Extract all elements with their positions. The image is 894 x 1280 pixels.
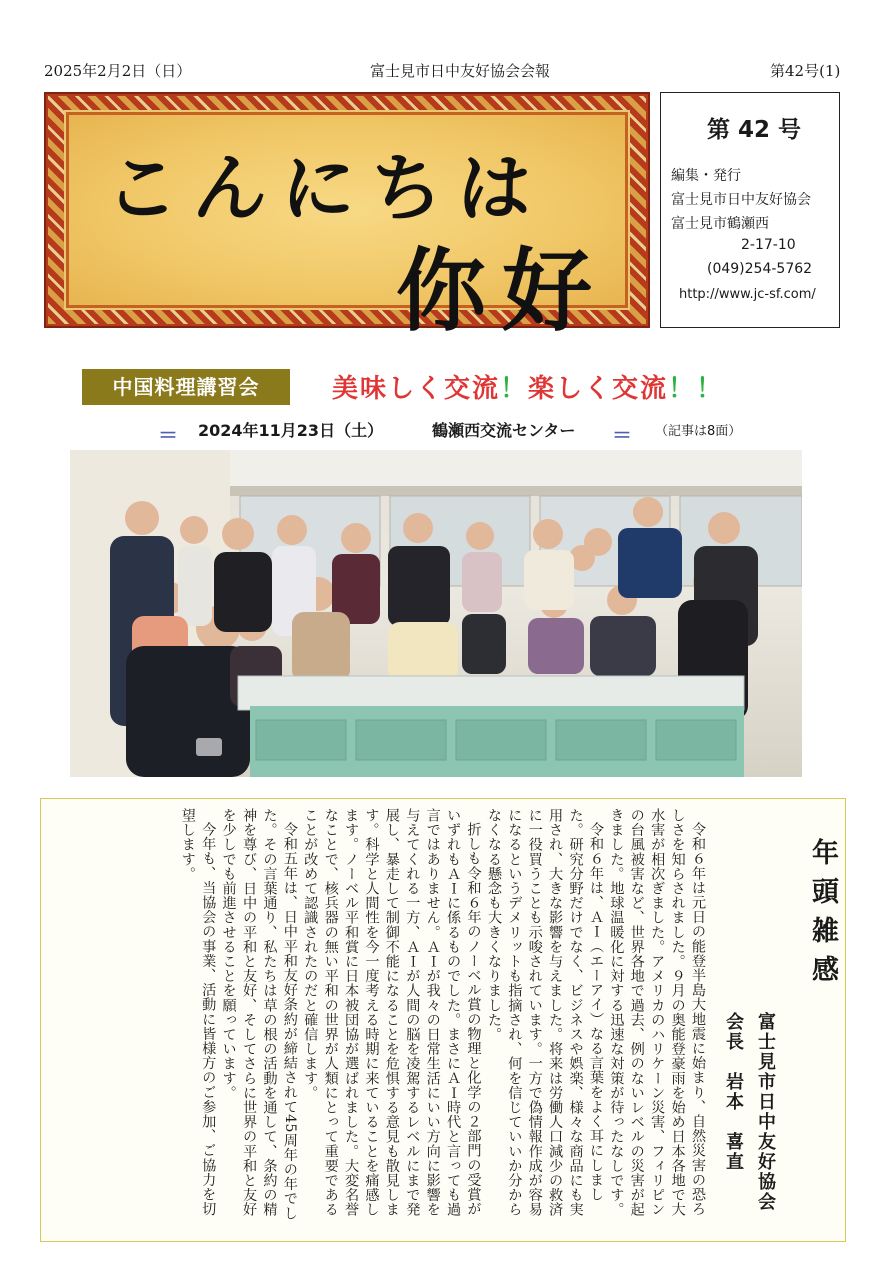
article-paragraph: 令和五年は、日中平和友好条約が締結されて45周年の年でした。その言葉通り、私たちは草の根の活動を通して、条約の精神を尊び、日中の平和と友好、そしてさらに世界の平和と友好を少しでも前進させることを願っています。 <box>220 808 298 1221</box>
event-slogan <box>332 368 724 405</box>
article-org: 富士見市日中友好協会 <box>755 1012 776 1212</box>
event-date: 2024年11月23日（土） <box>198 421 384 440</box>
masthead-banner <box>44 92 650 344</box>
dash-right: ＝ <box>612 423 632 447</box>
publisher-name: 富士見市日中友好協会 <box>671 192 811 208</box>
article-title: 年頭雑感 <box>807 838 838 994</box>
masthead-title-japanese: こんにちは <box>102 146 549 232</box>
masthead-title-chinese: 你好 <box>396 238 608 344</box>
slogan-part-a: 美味しく交流 <box>332 374 501 404</box>
event-tag: 中国料理講習会 <box>82 369 290 405</box>
masthead-panel <box>64 110 630 344</box>
phone-number: (049)254-5762 <box>707 261 813 277</box>
slogan-part-b: ！ <box>500 374 529 404</box>
header-publication: 富士見市日中友好協会会報 <box>370 62 551 80</box>
issue-info-box <box>660 92 840 328</box>
header-date: 2025年2月2日（日） <box>44 62 192 80</box>
event-place: 鶴瀬西交流センター <box>432 421 576 440</box>
article-paragraph: 折しも令和６年のノーベル賞の物理と化学の２部門の受賞がいずれもＡＩに係るものでした。まさにＡＩ時代と言っても過言ではありません。ＡＩが我々の日常生活にいい方向に影響を与えてくれる一方、ＡＩが人間の脳を凌駕するレベルにまで発展し、暴走して制御不能になることを危惧する意見も散見します。科学と人間性を今一度考える時期に来ていることを痛感します。ノーベル平和賞に日本被団協が選ばれました。大変名誉なことで、核兵器の無い平和の世界が人類にとって重要であることが改めて認識されたのだと確信します。 <box>302 808 482 1217</box>
event-note: （記事は8面） <box>655 424 742 439</box>
article-body <box>56 808 708 1228</box>
article-author: 会長 岩本 喜直 <box>723 1012 744 1172</box>
group-photo <box>70 450 802 777</box>
dash-left: ＝ <box>158 423 178 447</box>
website-url: http://www.jc-sf.com/ <box>679 287 816 302</box>
article-paragraph: 令和６年は元日の能登半島大地震に始まり、自然災害の恐ろしさを知らされました。９月の奥能登豪雨を始め日本各地で大水害が相次ぎました。アメリカのハリケーン災害、フィリピンの台風被害など、世界各地で過去、例のないレベルの災害が起きました。地球温暖化に対する迅速な対策が待ったなしです。 <box>608 808 706 1217</box>
slogan-part-c: 楽しく交流 <box>528 374 669 404</box>
header-issue: 第42号(1) <box>770 62 841 80</box>
slogan-part-d: ！！ <box>668 374 725 404</box>
address-line1: 富士見市鶴瀬西 <box>671 216 769 232</box>
address-line2: 2-17-10 <box>741 237 796 253</box>
issue-number: 第 42 号 <box>707 117 802 143</box>
edit-label: 編集・発行 <box>671 168 741 184</box>
group-photo-illustration <box>70 450 802 777</box>
article-paragraph: 今年も、当協会の事業、活動に皆様方のご参加、ご協力を切望します。 <box>179 808 217 1217</box>
article-paragraph: 令和６年は、ＡＩ（エーアイ）なる言葉をよく耳にしました。研究分野だけでなく、ビジネスや娯楽、様々な商品にも実用され、大きな影響を与えました。将来は労働人口減少の救済に一役買うことも示唆されています。一方で偽情報作成が容易になるというデメリットも指摘され、何を信じていいか分からなくなる懸念も大きくなりました。 <box>485 808 604 1217</box>
